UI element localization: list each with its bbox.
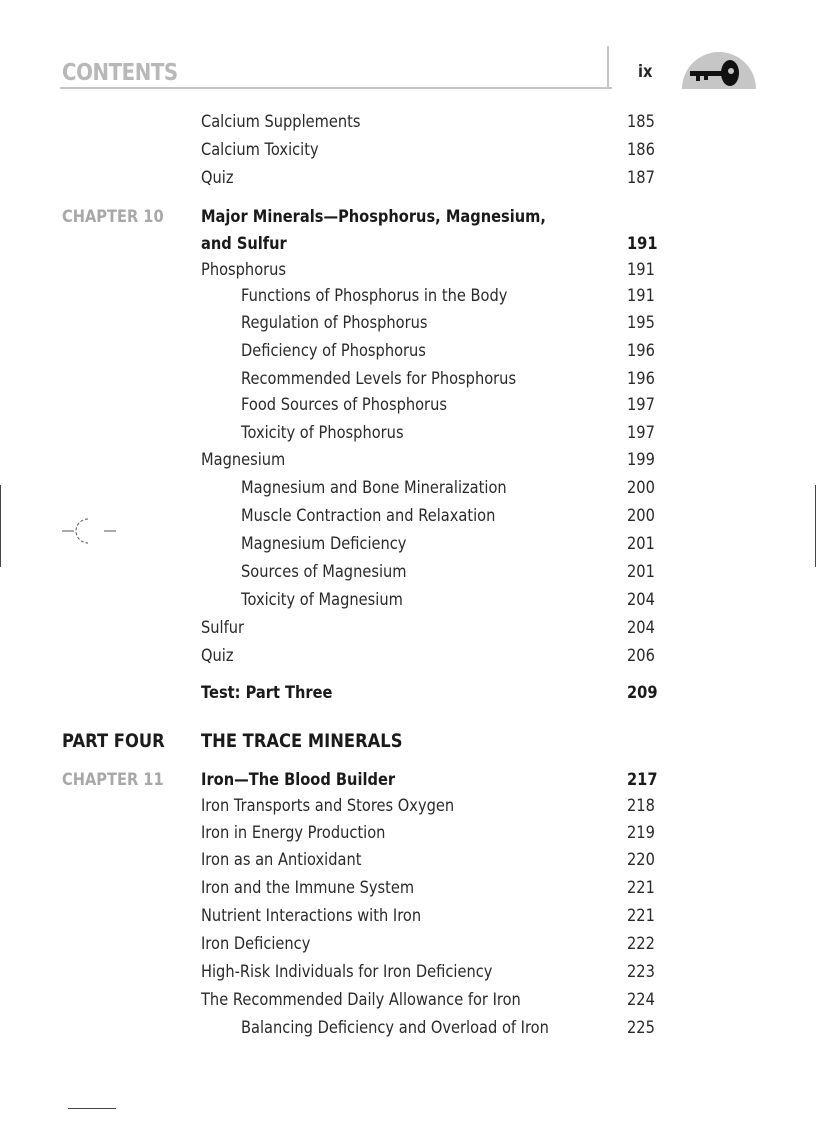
toc-entry-title[interactable]: Iron Transports and Stores Oxygen (201, 796, 455, 816)
toc-entry-page: 185 (627, 112, 655, 132)
chapter-title[interactable]: Major Minerals—Phosphorus, Magnesium, (201, 207, 546, 227)
toc-entry-page: 187 (627, 168, 655, 188)
toc-subentry-title[interactable]: Magnesium Deficiency (241, 534, 407, 554)
toc-entry-page: 186 (627, 140, 655, 160)
toc-subentry-title[interactable]: Magnesium and Bone Mineralization (241, 478, 507, 498)
toc-subentry-title[interactable]: Deficiency of Phosphorus (241, 341, 426, 361)
toc-entry-page: 197 (627, 395, 655, 415)
toc-subentry-title[interactable]: Regulation of Phosphorus (241, 313, 428, 333)
chapter-label: CHAPTER 10 (62, 207, 164, 227)
toc-entry-page: 199 (627, 450, 655, 470)
toc-subentry-title[interactable]: Recommended Levels for Phosphorus (241, 369, 517, 389)
toc-subentry-title[interactable]: Food Sources of Phosphorus (241, 395, 447, 415)
page-number: ix (638, 62, 653, 82)
toc-entry-page: 197 (627, 423, 655, 443)
toc-subentry-title[interactable]: Muscle Contraction and Relaxation (241, 506, 496, 526)
part-label: PART FOUR (62, 730, 165, 752)
toc-entry-page: 204 (627, 590, 655, 610)
toc-entry-page: 219 (627, 823, 655, 843)
test-page: 209 (627, 683, 658, 703)
toc-subentry-title[interactable]: Balancing Deficiency and Overload of Iron (241, 1018, 549, 1038)
chapter-page: 217 (627, 770, 658, 790)
toc-subentry-title[interactable]: Sources of Magnesium (241, 562, 407, 582)
toc-entry-title[interactable]: Phosphorus (201, 260, 287, 280)
toc-entry-title[interactable]: Magnesium (201, 450, 286, 470)
toc-entry-title[interactable]: High-Risk Individuals for Iron Deficiency (201, 962, 493, 982)
toc-entry-page: 196 (627, 369, 655, 389)
chapter-title[interactable]: Iron—The Blood Builder (201, 770, 396, 790)
toc-entry-page: 201 (627, 534, 655, 554)
chapter-page: 191 (627, 234, 658, 254)
toc-entry-title[interactable]: Iron as an Antioxidant (201, 850, 362, 870)
toc-entry-page: 221 (627, 878, 655, 898)
crop-mark-left (0, 485, 1, 567)
test-title[interactable]: Test: Part Three (201, 683, 333, 703)
toc-entry-page: 204 (627, 618, 655, 638)
toc-entry-title[interactable]: Nutrient Interactions with Iron (201, 906, 422, 926)
toc-entry-page: 195 (627, 313, 655, 333)
toc-entry-page: 218 (627, 796, 655, 816)
toc-entry-page: 221 (627, 906, 655, 926)
footer-rule (68, 1108, 116, 1109)
toc-entry-page: 191 (627, 260, 655, 280)
toc-entry-page: 220 (627, 850, 655, 870)
toc-subentry-title[interactable]: Toxicity of Magnesium (241, 590, 403, 610)
chapter-label: CHAPTER 11 (62, 770, 164, 790)
toc-entry-title[interactable]: Quiz (201, 168, 234, 188)
toc-entry-title[interactable]: Sulfur (201, 618, 245, 638)
toc-entry-page: 201 (627, 562, 655, 582)
registration-mark-icon (60, 510, 118, 550)
toc-entry-title[interactable]: Iron in Energy Production (201, 823, 386, 843)
toc-entry-title[interactable]: Iron and the Immune System (201, 878, 415, 898)
toc-entry-title[interactable]: Calcium Toxicity (201, 140, 319, 160)
toc-entry-page: 223 (627, 962, 655, 982)
toc-entry-title[interactable]: Iron Deficiency (201, 934, 311, 954)
toc-entry-page: 191 (627, 286, 655, 306)
toc-entry-title[interactable]: The Recommended Daily Allowance for Iron (201, 990, 521, 1010)
toc-entry-title[interactable]: Quiz (201, 646, 234, 666)
toc-entry-page: 224 (627, 990, 655, 1010)
toc-entry-page: 200 (627, 478, 655, 498)
chapter-title-continued[interactable]: and Sulfur (201, 234, 287, 254)
toc-entry-title[interactable]: Calcium Supplements (201, 112, 361, 132)
toc-entry-page: 222 (627, 934, 655, 954)
toc-entry-page: 196 (627, 341, 655, 361)
toc-subentry-title[interactable]: Functions of Phosphorus in the Body (241, 286, 508, 306)
contents-title: CONTENTS (62, 60, 178, 86)
toc-entry-page: 225 (627, 1018, 655, 1038)
toc-entry-page: 200 (627, 506, 655, 526)
part-title[interactable]: THE TRACE MINERALS (201, 730, 403, 752)
toc-entry-page: 206 (627, 646, 655, 666)
toc-subentry-title[interactable]: Toxicity of Phosphorus (241, 423, 404, 443)
